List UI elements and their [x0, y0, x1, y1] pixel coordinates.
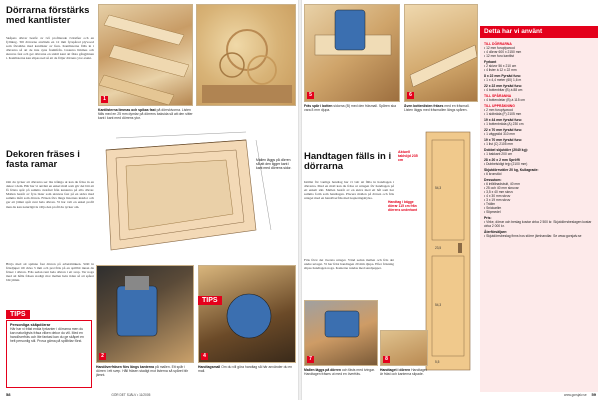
photo-groove-sides [304, 4, 400, 102]
label-ceiling-height: Aktuell takhöjd 235 cm [398, 150, 418, 163]
photo-number-6: 6 [407, 92, 414, 99]
right-footer-url[interactable]: www.gorsjalv.se [564, 393, 587, 397]
photo-number-7: 7 [307, 356, 314, 363]
materials-list-item: • 2 mm furuplywood [484, 108, 514, 112]
caption-photo-2 [96, 365, 194, 387]
caption-8-bold: Handtaget i dörren [380, 368, 411, 372]
caption-8-text: Handtaget är fräst och kanterna slipade. [380, 368, 427, 377]
label-handles-position: Handtag i bägge dörrar 115 cm från dörrens underkant [388, 200, 418, 213]
photo-wood-shavings [196, 4, 296, 106]
caption-6-text: med en fräsmall. Listen läggs med fräsmallen längs spåren. [404, 104, 470, 113]
materials-list-item: • Virke, dörrar och beslag kostar cirka 2 500 kr. Skjutdörrsbeslagen kostar cirka 2 000 kr. [484, 220, 592, 228]
groove-illustration [305, 5, 400, 102]
caption-4-text: Om du vill göra handtag så här använder du en mall. [198, 365, 293, 374]
tips-label-1: TIPS [6, 310, 30, 319]
caption-photo-1 [98, 108, 193, 126]
materials-group-heading: 8 x 22 mm Fyrsäd furu: [484, 74, 522, 78]
materials-list-item: • 12 mm furuplywood [484, 46, 515, 50]
materials-group-heading: Återförsäljare: [484, 230, 508, 234]
materials-list-item: • 1 sidbräda (F) 2105 mm [484, 112, 522, 116]
router-illustration-2 [199, 266, 296, 363]
left-page-number: 58 [6, 392, 11, 397]
body-text-decor: Om du tycker att dörrarna ser lite tråkiga ut kan du fräsa in en dekor i dem. Här har vi använt en enkel mall som gör det lätt att få frästa spår på samma avstånd från kanterna på alla dörrar. Mallen består av fyra lister som skruvas fast på en skiva med samma mått som dörren. Fräsen förs längs listernas insidor och ger ett jämnt spår runt hela dörren. Vi har valt en enkel profil men du kan naturligtvis välja den profil du tycker om. [6, 180, 94, 209]
right-page-number: 59 [591, 392, 596, 397]
left-page [0, 0, 298, 400]
materials-list-item: • 6 infällnadsbult, 40 mm [484, 182, 520, 186]
photo-number-2: 2 [99, 353, 106, 360]
photo-router-1 [96, 265, 194, 363]
dim-upper: 54,3 [435, 186, 442, 190]
tips-body: Här har vi fräst enkla fyrkanter i dörrarna men du kan naturligtvis fräsa vilken dekor du vill. Med en handöverfräs och lite fantasi kan du ge skåpet en helt personlig stil. Prova gärna på spillbitar först. [10, 327, 84, 344]
caption-5-bold: Fräs spår i botten [304, 104, 333, 108]
materials-list-item: • 4 lister á 12 x 22 mm [484, 68, 517, 72]
body-text-handles: Istället för vanliga handtag har vi valt att fälla in handtagen i dörrarna. Med en mall kan du fräsa ut urtagen för handtagen på ett enkelt sätt. Mallen består av en skiva med ett hål som har samma form som handtagen. Placera mallen på dörren och fräs urtaget med en handöverfräs med kopieringshylsa. [304, 180, 394, 201]
materials-list-item: • 1 väggstöd 310 mm [484, 132, 516, 136]
materials-group-heading: TILL UPPRÄKNING [484, 104, 515, 108]
materials-list-item: • Snickarlim [484, 206, 502, 210]
tips-box [6, 320, 92, 388]
caption-5-text: sidorna (B) med den fräsmall. Spåren ska vara 8 mm djupa. [304, 104, 396, 113]
materials-list-item: • 1 bottenbräda (A) 230 cm [484, 122, 524, 126]
caption-photo-6 [404, 104, 478, 126]
caption-4-bold: Handtagsmall [198, 365, 221, 369]
body-text-handles-2: Fräs först det översta urtaget. Vänd sedan mallen och fräs det undre urtaget. Vi har fräst handtagen 20 mm djupa. Efter fräsning slipas handtagen noga. Kanterna rundas med sandpapper. [304, 258, 394, 271]
handle-template-illustration [305, 301, 378, 366]
materials-list-item: • 12 mm furu kantlist [484, 54, 514, 58]
router-illustration-1 [97, 266, 194, 363]
body-text-decor-2: Börja med att spänna fast dörren på arbetsbänken. Ställ in fräsdjupet till cirka 3 mm och provfräs på en spillbit innan du fräser i dörren. Fräs sedan runt hela dörren i ett svep. Var noga med att hålla fräsen stadigt mot mallen hela tiden så att spåret blir jämnt. [6, 262, 94, 283]
materials-list-item: • 1 list (C) 2105 mm [484, 142, 514, 146]
bottom-list-illustration [405, 5, 478, 102]
materials-group-heading: Dessutom: [484, 178, 502, 182]
materials-list-item: • 6 kronstöd [484, 172, 502, 176]
materials-list-item: • Dubbelsidigt tejp (2100 mm) [484, 162, 528, 166]
materials-group-heading: Fyrkant [484, 60, 497, 64]
caption-photo-5 [304, 104, 400, 122]
photo-handle-template [304, 300, 378, 366]
materials-group-heading: Pris: [484, 216, 492, 220]
photo-bottom-list [404, 4, 478, 102]
photo-number-4: 4 [201, 353, 208, 360]
materials-list-item: • 4 dörrar 600 x 2150 mm [484, 50, 522, 54]
dim-lower: 54,3 [435, 303, 442, 307]
materials-list-item: • 1 bakkant 200 cm [484, 152, 513, 156]
photo-wood-strips [98, 4, 193, 106]
dim-bottom: 5,5 [435, 360, 440, 364]
materials-group-heading: Skjutdörrsräler 20 kg, Kullagrade: [484, 168, 539, 172]
photo-router-2 [198, 265, 296, 363]
body-text-door-edges: Skåpets dörrar består av två profilerade tvärslåar och en fyllning. Till dörrarna används en 12 mm fyrspårad plywood som förstärks med kantlister av furu. Kantlisterna fälls in i dörrarna så att de inte syns framifrån. Listerna limmas och skruvas fast och ger dörrarna en stabil kant att fästa gångjärnen i. Kantlisterna kan slipas ned så att de följer dörrens ytor exakt. [6, 36, 94, 61]
caption-7-text: och fästs med tvingar. Handtagen fräses ut med en överfräs. [304, 368, 375, 377]
caption-1-text: på dörrskivorna. Listen fälls med en 25 mm dymlar på dörrens baksida så att den sitter kant i kant med dörrens ytor. [98, 108, 193, 121]
materials-list-item: • Skjutdörrsbeslag finns hos större järnhandlar. Se www.gorsjalv.se [484, 234, 582, 238]
materials-group-heading: 22 x 22 mm fyrsäd furu: [484, 84, 523, 88]
materials-list-item: • 1 x 4,4 meter (60) 1,6 m [484, 78, 522, 82]
materials-list-item: • 2 skivor 56 x 210 cm [484, 64, 517, 68]
dim-middle: 23,5 [435, 246, 442, 250]
caption-photo-8 [380, 368, 428, 390]
headline-decor: Dekoren fräses i fasta ramar [6, 149, 80, 170]
caption-7-bold: Mallen läggs på dörren [304, 368, 341, 372]
headline-handles: Handtagen fälls in i dörrarna [304, 151, 392, 172]
materials-group-heading: 22 x 70 mm fyrsäd furu: [484, 128, 523, 132]
materials-list-item: • 25 och 40 mm skruvar [484, 186, 519, 190]
caption-photo-7 [304, 368, 378, 390]
materials-group-heading: 28 x 20 x 2 mm Spröffi [484, 158, 520, 162]
materials-group-heading: 19 x 70 mm fyrsäd furu: [484, 138, 523, 142]
materials-sidebar-title: Detta har vi använt [480, 26, 598, 38]
materials-group-heading: Dobbel skjutdörr (2040 kg): [484, 148, 528, 152]
photo-number-5: 5 [307, 92, 314, 99]
materials-list-item: • 4 bottenbitar (B) á 88 cm [484, 88, 523, 92]
caption-photo-4 [198, 365, 296, 387]
materials-group-heading: TILL SPÅRANNA [484, 94, 512, 98]
photo-handle-result [380, 330, 428, 366]
materials-list-item: • Slipmedel [484, 210, 501, 214]
materials-group-heading: 19 x 44 mm fyrsäd furu: [484, 118, 523, 122]
left-footer-text: GÖR DET SJÄLV • 11/2005 [111, 393, 151, 397]
left-footer [6, 392, 150, 397]
caption-1-bold: Kantlisterna limmas och spikas fast [98, 108, 156, 112]
materials-list-item: • 4 x 30 mm skruv [484, 194, 511, 198]
wood-strips-illustration [99, 5, 193, 106]
tips-title: Personliga skåpdörrar [10, 323, 51, 327]
caption-2-text: på mallen. Ett spår i dörren i ett svep. Håll fräsen stadigt mot listerna så spåret blir jämnt. [96, 365, 189, 378]
shavings-illustration [197, 5, 296, 106]
decor-template-drawing [96, 130, 296, 262]
template-drawing-svg [96, 130, 296, 262]
materials-group-heading: TILL DÖRRARNA [484, 42, 512, 46]
materials-list [484, 40, 596, 390]
materials-list-item: • Trälim [484, 202, 496, 206]
right-footer [564, 392, 596, 397]
photo-number-8: 8 [383, 356, 390, 363]
headline-door-edges: Dörrarna förstärks med kantlister [6, 5, 90, 26]
figure-label-template: Mallen läggs på dörren så att den ligger kant i kant med dörrens sidor. [256, 158, 292, 170]
materials-list-item: • 3,5 x 40 mm skruv [484, 190, 514, 194]
tips-label-2: TIPS [198, 296, 222, 305]
caption-2-bold: Handöverfräsen förs längs kanterna [96, 365, 155, 369]
materials-list-item: • 4 bottendelar (B) á 115 cm [484, 98, 525, 102]
photo-number-1: 1 [101, 96, 108, 103]
materials-list-item: • 3 x 19 mm skruv [484, 198, 511, 202]
caption-6-bold: Även bottenlisten fräses [404, 104, 444, 108]
